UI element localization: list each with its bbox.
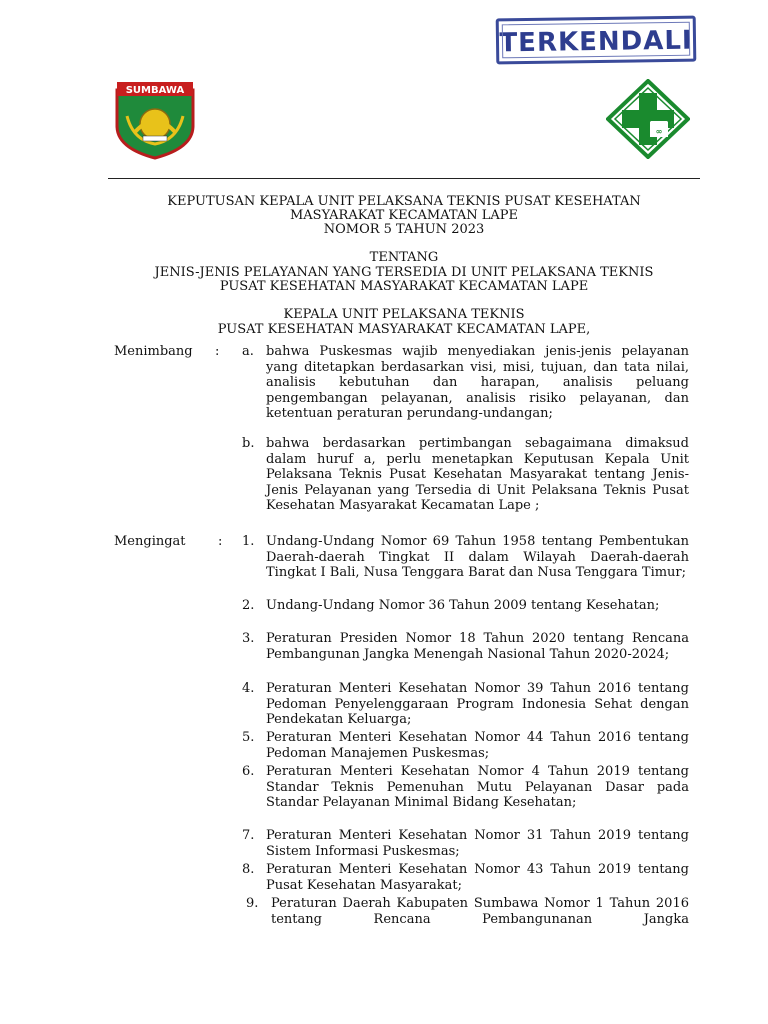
mengingat-marker-5: 5. <box>242 730 255 745</box>
mengingat-marker-2: 2. <box>242 598 255 613</box>
header-divider <box>108 178 700 179</box>
mengingat-label: Mengingat <box>114 534 186 549</box>
official-line-2: PUSAT KESEHATAN MASYARAKAT KECAMATAN LAPE, <box>217 322 591 337</box>
mengingat-item-6: Peraturan Menteri Kesehatan Nomor 4 Tahun 2019 tentang Standar Teknis Pemenuhan Mutu Pelayanan Dasar pada Standar Pelayanan Minimal Bidang Kesehatan; <box>266 764 689 810</box>
official-line-1: KEPALA UNIT PELAKSANA TEKNIS <box>283 307 525 322</box>
mengingat-colon: : <box>218 534 223 549</box>
menimbang-marker-b: b. <box>242 436 255 451</box>
mengingat-item-8: Peraturan Menteri Kesehatan Nomor 43 Tahun 2019 tentang Pusat Kesehatan Masyarakat; <box>266 862 689 893</box>
decree-title-line-1: KEPUTUSAN KEPALA UNIT PELAKSANA TEKNIS PUSAT KESEHATAN <box>167 194 641 209</box>
menimbang-item-a: bahwa Puskesmas wajib menyediakan jenis-jenis pelayanan yang ditetapkan berdasarkan visi, misi, tujuan, dan tata nilai, analisis kebutuhan dan harapan, analisis peluang pengembangan pelayanan, analisis risiko pelayanan, dan ketentuan peraturan perundang-undangan; <box>266 344 689 421</box>
logo-banner-text: SUMBAWA <box>125 85 185 96</box>
mengingat-marker-9: 9. <box>246 896 259 911</box>
mengingat-item-2: Undang-Undang Nomor 36 Tahun 2009 tentang Kesehatan; <box>266 598 660 613</box>
subject-line-2: PUSAT KESEHATAN MASYARAKAT KECAMATAN LAPE <box>219 279 589 294</box>
subject-line-1: JENIS-JENIS PELAYANAN YANG TERSEDIA DI UNIT PELAKSANA TEKNIS <box>154 265 654 280</box>
mengingat-item-7: Peraturan Menteri Kesehatan Nomor 31 Tahun 2019 tentang Sistem Informasi Puskesmas; <box>266 828 689 859</box>
mengingat-marker-7: 7. <box>242 828 255 843</box>
mengingat-marker-8: 8. <box>242 862 255 877</box>
mengingat-marker-1: 1. <box>242 534 255 549</box>
menimbang-item-b: bahwa berdasarkan pertimbangan sebagaimana dimaksud dalam huruf a, perlu menetapkan Keputusan Kepala Unit Pelaksana Teknis Pusat Kesehatan Masyarakat tentang Jenis-Jenis Pelayanan yang Tersedia di Unit Pelaksana Teknis Pusat Kesehatan Masyarakat Kecamatan Lape ; <box>266 436 689 513</box>
mengingat-item-5: Peraturan Menteri Kesehatan Nomor 44 Tahun 2016 tentang Pedoman Manajemen Puskesmas; <box>266 730 689 761</box>
sumbawa-regency-logo <box>113 80 197 160</box>
menimbang-marker-a: a. <box>242 344 254 359</box>
decree-title-line-2: MASYARAKAT KECAMATAN LAPE <box>289 208 519 223</box>
mengingat-marker-6: 6. <box>242 764 255 779</box>
terkendali-stamp <box>496 16 697 65</box>
mengingat-item-4: Peraturan Menteri Kesehatan Nomor 39 Tahun 2016 tentang Pedoman Penyelenggaraan Program Indonesia Sehat dengan Pendekatan Keluarga; <box>266 681 689 727</box>
menimbang-colon: : <box>215 344 220 359</box>
mengingat-item-3: Peraturan Presiden Nomor 18 Tahun 2020 tentang Rencana Pembangunan Jangka Menengah Nasional Tahun 2020-2024; <box>266 631 689 662</box>
mengingat-marker-4: 4. <box>242 681 255 696</box>
mengingat-item-1: Undang-Undang Nomor 69 Tahun 1958 tentang Pembentukan Daerah-daerah Tingkat II dalam Wilayah Daerah-daerah Tingkat I Bali, Nusa Tenggara Barat dan Nusa Tenggara Timur; <box>266 534 689 580</box>
puskesmas-logo <box>606 79 690 159</box>
decree-number: NOMOR 5 TAHUN 2023 <box>323 222 485 237</box>
menimbang-label: Menimbang <box>114 344 193 359</box>
mengingat-marker-3: 3. <box>242 631 255 646</box>
mengingat-item-9: Peraturan Daerah Kabupaten Sumbawa Nomor 1 Tahun 2016 tentang Rencana Pembangunanan Jangka <box>271 896 689 927</box>
svg-text:∞: ∞ <box>655 127 663 136</box>
stamp-text: TERKENDALI <box>499 25 693 59</box>
tentang-heading: TENTANG <box>369 250 439 265</box>
